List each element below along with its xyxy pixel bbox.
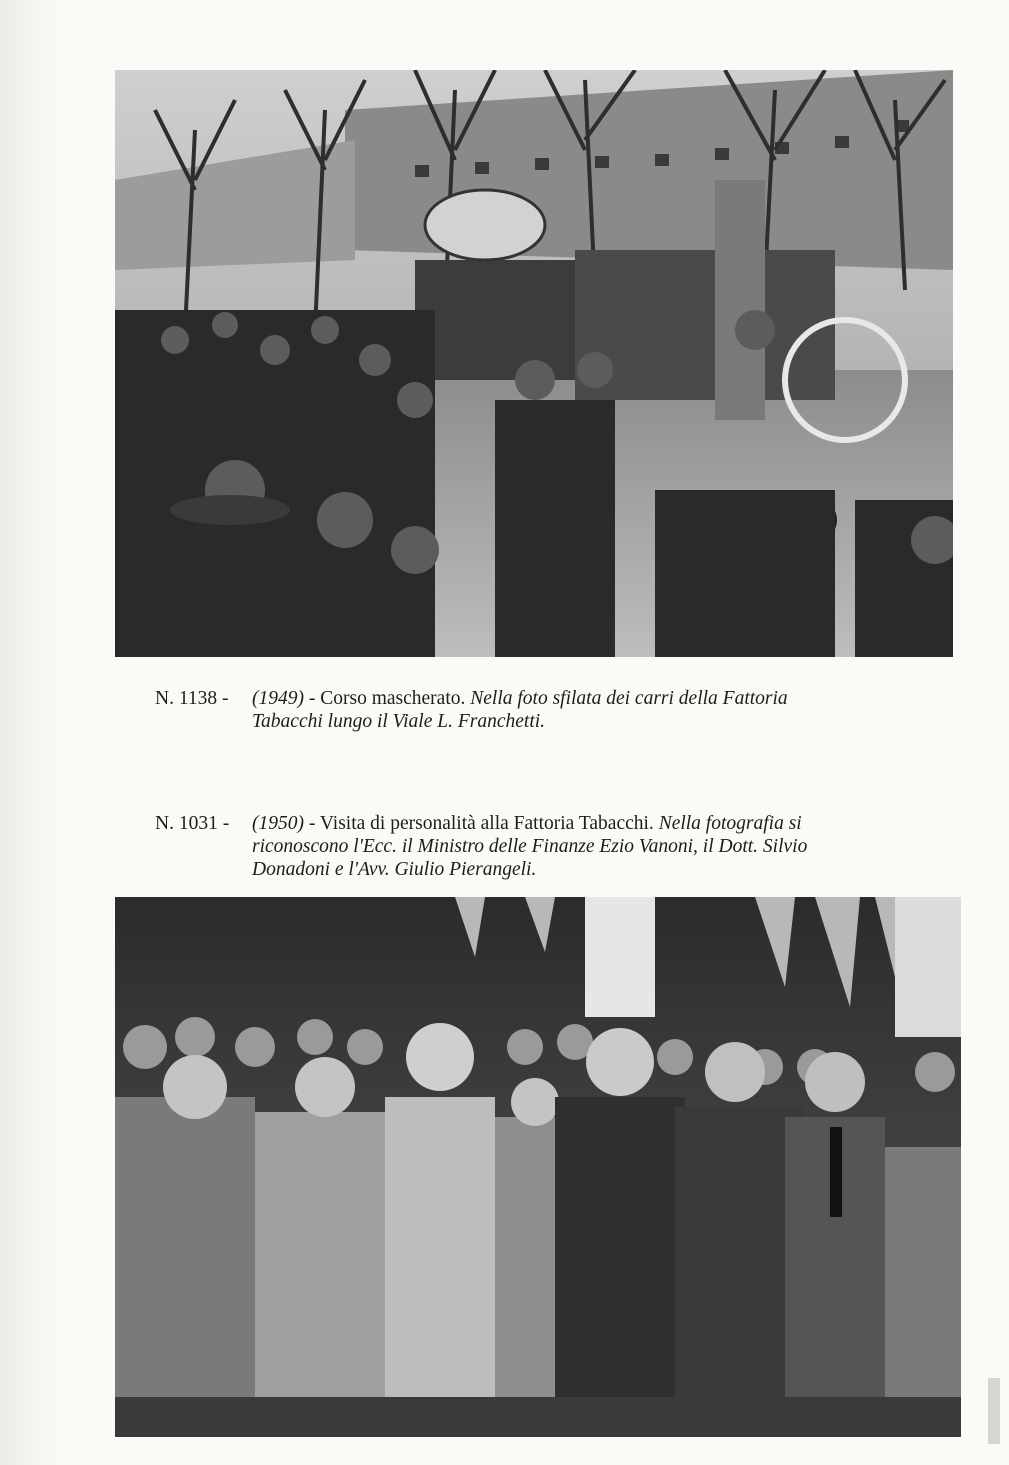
- caption-lead: - Visita di personalità alla Fattoria Tabacchi.: [308, 813, 654, 834]
- caption-number: N. 1138 -: [155, 688, 229, 709]
- caption-text: [252, 687, 917, 733]
- caption-photo-1031: [155, 812, 925, 884]
- caption-number: N. 1031 -: [155, 813, 230, 834]
- visit-photo-graphic: [115, 897, 961, 1437]
- caption-year: (1949): [252, 688, 304, 709]
- caption-italic-3: Donadoni e l'Avv. Giulio Pierangeli.: [252, 859, 537, 880]
- caption-italic-1: Nella fotografia si: [658, 813, 802, 834]
- page-left-shadow: [0, 0, 70, 1465]
- caption-italic-2: Tabacchi lungo il Viale L. Franchetti.: [252, 711, 546, 732]
- scan-edge-mark: [988, 1378, 1000, 1444]
- parade-photo-graphic: [115, 70, 953, 657]
- caption-italic-1: Nella foto sfilata dei carri della Fattoria: [470, 688, 788, 709]
- photo-parade: [115, 70, 953, 657]
- caption-year: (1950): [252, 813, 304, 834]
- caption-line-1: [252, 812, 917, 835]
- caption-text: [252, 812, 917, 881]
- caption-lead: - Corso mascherato.: [308, 688, 466, 709]
- photo-visit: [115, 897, 961, 1437]
- caption-photo-1138: [155, 687, 925, 737]
- caption-italic-2: riconoscono l'Ecc. il Ministro delle Finanze Ezio Vanoni, il Dott. Silvio: [252, 836, 808, 857]
- caption-line-1: [252, 687, 917, 710]
